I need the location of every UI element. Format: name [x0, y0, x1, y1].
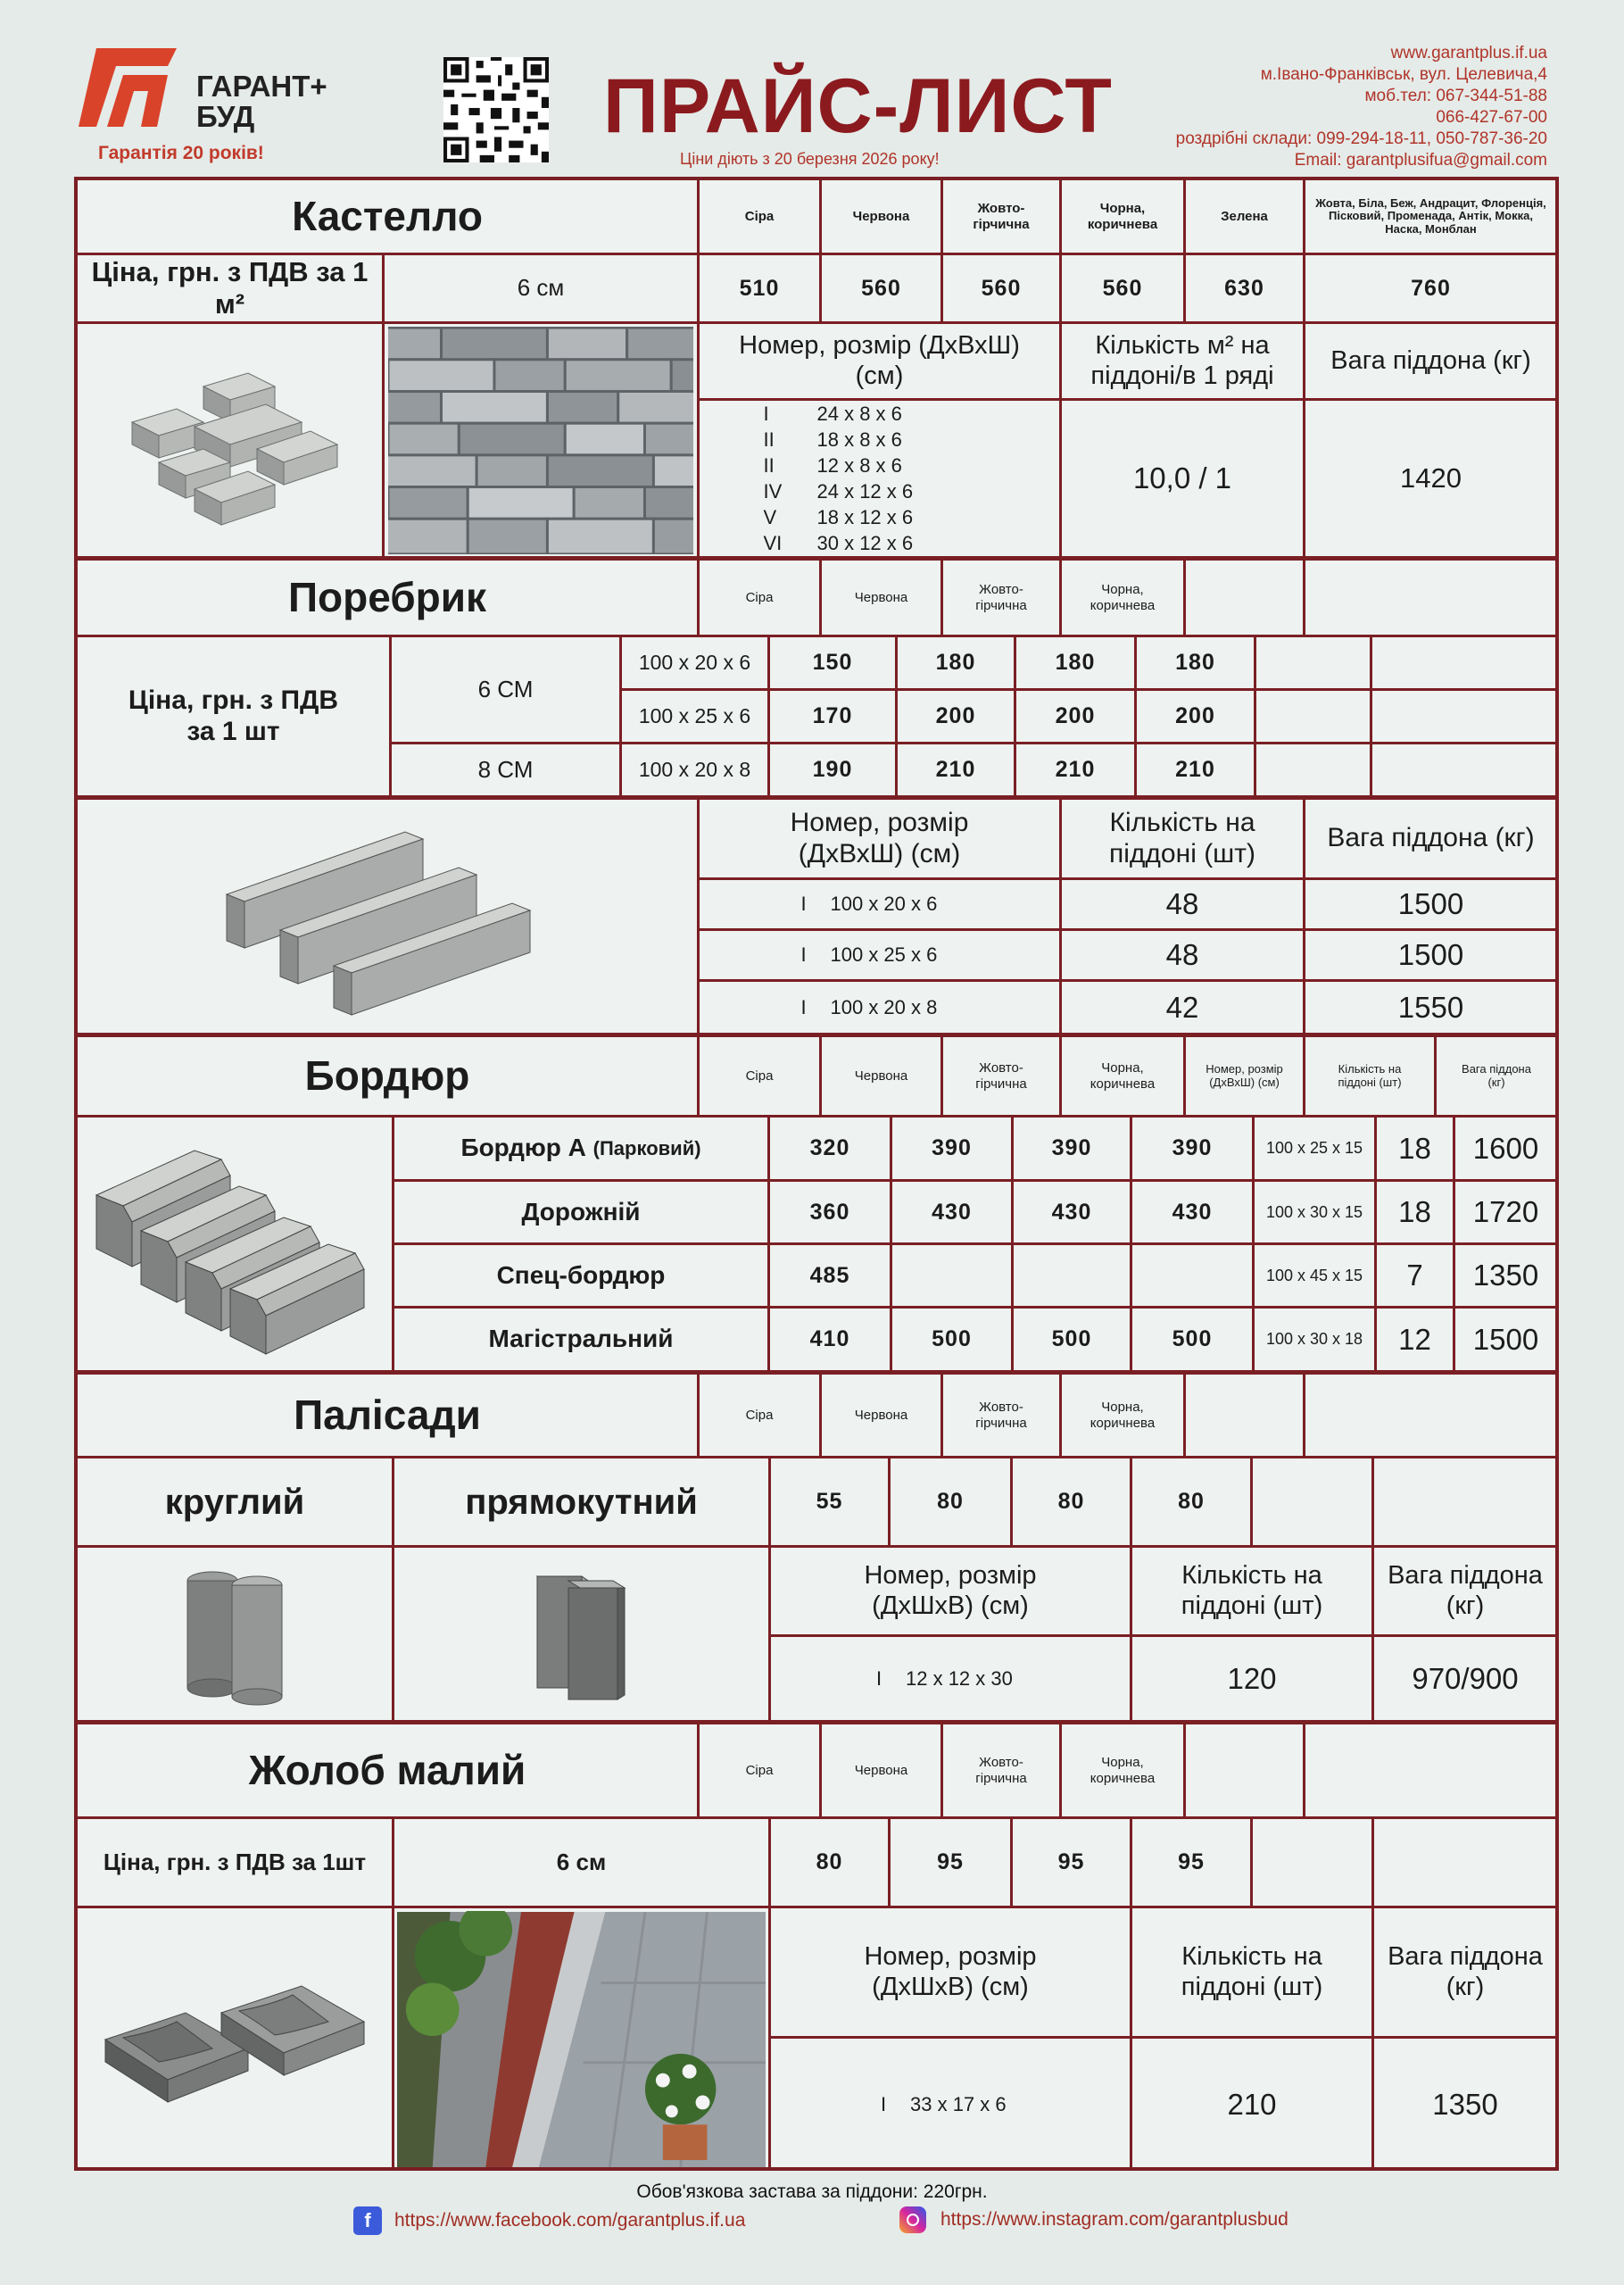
border-size: 100 x 25 x 15: [1255, 1118, 1377, 1182]
curb-color-grey: Сіра: [700, 561, 822, 637]
palisade-color-grey: Сіра: [700, 1375, 822, 1458]
border-price: 390: [1132, 1118, 1255, 1182]
castello-color-other: Жовта, Біла, Беж, Андрацит, Флоренція, Пісковий, Променада, Антік, Мокка, Наска, Монблан: [1305, 180, 1559, 255]
palisade-rect-label: прямокутний: [394, 1458, 771, 1548]
brand-line1: ГАРАНТ+: [196, 70, 327, 103]
gutter-empty-cell: [1374, 1819, 1559, 1908]
curb-price: 180: [898, 637, 1016, 691]
palisade-qty-header: Кількість на піддоні (шт): [1132, 1548, 1374, 1637]
castello-size-row: I 24 x 8 x 6: [763, 403, 902, 425]
palisade-title: Палісади: [78, 1375, 700, 1458]
gutter-title: Жолоб малий: [78, 1724, 700, 1819]
castello-qty-header: Кількість м² на піддоні/в 1 ряді: [1062, 324, 1305, 401]
curb-weight-header: Вага піддона (кг): [1305, 800, 1559, 880]
gutter-price: 95: [1013, 1819, 1132, 1908]
gutter-price: 95: [891, 1819, 1013, 1908]
border-row-name: Бордюр А (Парковий): [394, 1118, 770, 1182]
curb-spec-size: I 100 x 25 x 6: [700, 931, 1062, 982]
curb-price: 210: [1137, 744, 1256, 798]
palisade-spec-qty: 120: [1132, 1637, 1374, 1723]
contact-website[interactable]: www.garantplus.if.ua: [1390, 44, 1547, 62]
palisade-spec-weight: 970/900: [1374, 1637, 1559, 1723]
castello-title: Кастелло: [78, 180, 700, 255]
contact-phone-2[interactable]: 066-427-67-00: [1436, 108, 1547, 127]
contact-email[interactable]: Email: garantplusifua@gmail.com: [1294, 151, 1547, 170]
palisade-round-label: круглий: [78, 1458, 394, 1548]
border-price: 390: [1014, 1118, 1132, 1182]
castello-size-row: II 12 x 8 x 6: [763, 454, 902, 477]
border-row-name: Спец-бордюр: [394, 1245, 770, 1309]
curb-color-red: Червона: [822, 561, 943, 637]
validity-text: Ціни діють з 20 березня 2026 року!: [680, 150, 940, 168]
gutter-product-image: [78, 1908, 394, 2171]
gutter-empty-cell: [1253, 1819, 1374, 1908]
garden-photo-icon: [397, 1911, 766, 2168]
gutter-qty-header: Кількість на піддоні (шт): [1132, 1908, 1374, 2039]
instagram-url[interactable]: https://www.instagram.com/garantplusbud: [940, 2209, 1288, 2230]
castello-price-green: 630: [1186, 255, 1305, 324]
castello-size-row: VI 30 x 12 x 6: [763, 532, 914, 554]
palisade-price: 55: [771, 1458, 891, 1548]
palisade-color-black: Чорна, коричнева: [1062, 1375, 1186, 1458]
palisade-empty-cell: [1374, 1458, 1559, 1548]
castello-price-red: 560: [822, 255, 943, 324]
curb-thick-8: 8 СМ: [392, 744, 622, 798]
border-price: 390: [892, 1118, 1014, 1182]
gutter-spec-qty: 210: [1132, 2039, 1374, 2171]
gutter-stones-icon: [87, 1959, 382, 2120]
palisade-empty-cell: [1186, 1375, 1305, 1458]
castello-size-row: II 18 x 8 x 6: [763, 428, 902, 451]
facebook-link[interactable]: [353, 2206, 745, 2235]
border-row-name: Магістральний: [394, 1309, 770, 1373]
rect-palisade-icon: [519, 1563, 644, 1706]
gutter-spec-weight: 1350: [1374, 2039, 1559, 2171]
castello-size-row: V 18 x 12 x 6: [763, 506, 914, 528]
curb-price-label: Ціна, грн. з ПДВ за 1 шт: [78, 637, 392, 798]
border-price: 500: [1014, 1309, 1132, 1373]
contacts-block: [1176, 43, 1547, 171]
curb-color-yellow: Жовто-гірчична: [943, 561, 1062, 637]
curb-empty-cell: [1372, 691, 1559, 744]
curb-empty-cell: [1256, 691, 1372, 744]
border-title: Бордюр: [78, 1037, 700, 1118]
castello-weight-header: Вага піддона (кг): [1305, 324, 1559, 401]
border-price: [892, 1245, 1014, 1309]
gutter-size-header: Номер, розмір (ДхШхВ) (см): [771, 1908, 1132, 2039]
castello-price-label: Ціна, грн. з ПДВ за 1 м²: [78, 255, 385, 324]
curb-title: Поребрик: [78, 561, 700, 637]
page-title: ПРАЙС-ЛИСТ: [603, 63, 1113, 149]
palisade-price: 80: [1132, 1458, 1253, 1548]
curb-size-header: Номер, розмір (ДхВхШ) (см): [700, 800, 1062, 880]
palisade-empty-cell: [1253, 1458, 1374, 1548]
facebook-icon: f: [353, 2206, 382, 2235]
deposit-note: Обов'язкова застава за піддони: 220грн.: [636, 2181, 988, 2202]
border-qty-header: Кількість на піддоні (шт): [1305, 1037, 1437, 1118]
border-color-yellow: Жовто-гірчична: [943, 1037, 1062, 1118]
castello-price-grey: 510: [700, 255, 822, 324]
border-stones-icon: [87, 1133, 382, 1356]
palisade-size-header: Номер, розмір (ДхШхВ) (см): [771, 1548, 1132, 1637]
curb-color-black: Чорна, коричнева: [1062, 561, 1186, 637]
curb-thick-6: 6 СМ: [392, 637, 622, 744]
castello-weight-value: 1420: [1305, 401, 1559, 559]
qr-code-icon: [443, 57, 549, 162]
gutter-color-yellow: Жовто-гірчична: [943, 1724, 1062, 1819]
curb-empty-cell: [1372, 744, 1559, 798]
gutter-thickness: 6 см: [394, 1819, 771, 1908]
border-price: 485: [770, 1245, 892, 1309]
border-price: 430: [1132, 1182, 1255, 1245]
guarantee-text: Гарантія 20 років!: [98, 143, 264, 163]
gutter-empty-cell: [1186, 1724, 1305, 1819]
curb-stones-icon: [209, 814, 566, 1019]
logo-mark-icon: [79, 48, 177, 127]
price-table: [74, 177, 1559, 2171]
palisade-round-image: [78, 1548, 394, 1723]
border-size: 100 x 30 x 15: [1255, 1182, 1377, 1245]
border-qty: 12: [1377, 1309, 1455, 1373]
border-row-name: Дорожній: [394, 1182, 770, 1245]
gutter-weight-header: Вага піддона (кг): [1374, 1908, 1559, 2039]
border-weight: 1350: [1455, 1245, 1559, 1309]
qr-code[interactable]: [443, 57, 549, 162]
border-weight: 1500: [1455, 1309, 1559, 1373]
instagram-icon: [899, 2206, 926, 2233]
curb-price: 210: [898, 744, 1016, 798]
castello-product-image: [78, 324, 385, 559]
palisade-price: 80: [1013, 1458, 1132, 1548]
curb-price: 200: [1137, 691, 1256, 744]
gutter-price-label: Ціна, грн. з ПДВ за 1шт: [78, 1819, 394, 1908]
curb-product-image: [78, 800, 700, 1035]
castello-color-green: Зелена: [1186, 180, 1305, 255]
border-price: 410: [770, 1309, 892, 1373]
contact-address: м.Івано-Франківськ, вул. Целевича,4: [1260, 65, 1547, 84]
curb-empty-cell: [1256, 744, 1372, 798]
palisade-empty-cell: [1305, 1375, 1559, 1458]
gutter-price: 80: [771, 1819, 891, 1908]
brand-name: [196, 71, 327, 132]
curb-price: 200: [1016, 691, 1137, 744]
border-color-black: Чорна, коричнева: [1062, 1037, 1186, 1118]
curb-empty-cell: [1372, 637, 1559, 691]
castello-qty-value: 10,0 / 1: [1062, 401, 1305, 559]
curb-size-3: 100 x 20 x 8: [622, 744, 770, 798]
curb-size-1: 100 x 20 x 6: [622, 637, 770, 691]
castello-thickness: 6 см: [385, 255, 700, 324]
border-qty: 18: [1377, 1182, 1455, 1245]
gutter-color-black: Чорна, коричнева: [1062, 1724, 1186, 1819]
curb-spec-weight: 1500: [1305, 880, 1559, 931]
castello-color-yellow: Жовто-гірчична: [943, 180, 1062, 255]
border-qty: 18: [1377, 1118, 1455, 1182]
border-size-header: Номер, розмір (ДхВхШ) (см): [1186, 1037, 1305, 1118]
castello-sizes-list: [700, 401, 1062, 559]
castello-price-yellow: 560: [943, 255, 1062, 324]
border-price: 500: [1132, 1309, 1255, 1373]
curb-spec-size: I 100 x 20 x 8: [700, 982, 1062, 1035]
gutter-spec-size: I 33 x 17 x 6: [771, 2039, 1132, 2171]
contact-phone-1[interactable]: моб.тел: 067-344-51-88: [1364, 87, 1547, 105]
castello-size-row: IV 24 x 12 x 6: [763, 480, 914, 503]
border-weight: 1720: [1455, 1182, 1559, 1245]
palisade-price: 80: [891, 1458, 1013, 1548]
curb-empty-cell: [1256, 637, 1372, 691]
palisade-color-yellow: Жовто-гірчична: [943, 1375, 1062, 1458]
border-price: 430: [1014, 1182, 1132, 1245]
border-price: 500: [892, 1309, 1014, 1373]
curb-price: 190: [770, 744, 898, 798]
castello-color-red: Червона: [822, 180, 943, 255]
curb-spec-qty: 42: [1062, 982, 1305, 1035]
curb-price: 210: [1016, 744, 1137, 798]
curb-spec-qty: 48: [1062, 880, 1305, 931]
curb-qty-header: Кількість на піддоні (шт): [1062, 800, 1305, 880]
gutter-installed-photo: [394, 1908, 771, 2171]
border-qty: 7: [1377, 1245, 1455, 1309]
curb-price: 200: [898, 691, 1016, 744]
gutter-color-red: Червона: [822, 1724, 943, 1819]
curb-spec-weight: 1500: [1305, 931, 1559, 982]
border-price: [1014, 1245, 1132, 1309]
round-palisade-icon: [172, 1563, 297, 1706]
curb-spec-weight: 1550: [1305, 982, 1559, 1035]
border-color-red: Червона: [822, 1037, 943, 1118]
castello-color-black: Чорна, коричнева: [1062, 180, 1186, 255]
border-product-image: [78, 1118, 394, 1373]
gutter-empty-cell: [1305, 1724, 1559, 1819]
castello-price-black: 560: [1062, 255, 1186, 324]
logo: [79, 48, 177, 127]
border-weight-header: Вага піддона (кг): [1437, 1037, 1559, 1118]
border-size: 100 x 45 x 15: [1255, 1245, 1377, 1309]
curb-spec-qty: 48: [1062, 931, 1305, 982]
palisade-color-red: Червона: [822, 1375, 943, 1458]
curb-price: 170: [770, 691, 898, 744]
castello-price-other: 760: [1305, 255, 1559, 324]
pavement-photo-icon: [388, 327, 693, 554]
castello-size-header: Номер, розмір (ДхВхШ) (см): [700, 324, 1062, 401]
paving-stones-icon: [96, 351, 364, 529]
border-color-grey: Сіра: [700, 1037, 822, 1118]
castello-color-grey: Сіра: [700, 180, 822, 255]
border-size: 100 x 30 x 18: [1255, 1309, 1377, 1373]
instagram-link[interactable]: [899, 2206, 1288, 2233]
contact-stores: роздрібні склади: 099-294-18-11, 050-787-36-20: [1175, 129, 1547, 148]
border-price: 320: [770, 1118, 892, 1182]
facebook-url[interactable]: https://www.facebook.com/garantplus.if.ua: [394, 2210, 746, 2231]
curb-price: 180: [1016, 637, 1137, 691]
curb-spec-size: I 100 x 20 x 6: [700, 880, 1062, 931]
gutter-price: 95: [1132, 1819, 1253, 1908]
border-price: 430: [892, 1182, 1014, 1245]
curb-price: 150: [770, 637, 898, 691]
brand-line2: БУД: [196, 100, 255, 133]
curb-price: 180: [1137, 637, 1256, 691]
curb-empty-cell: [1305, 561, 1559, 637]
castello-pavement-photo: [385, 324, 700, 559]
palisade-weight-header: Вага піддона (кг): [1374, 1548, 1559, 1637]
border-weight: 1600: [1455, 1118, 1559, 1182]
border-price: 360: [770, 1182, 892, 1245]
curb-empty-cell: [1186, 561, 1305, 637]
border-price: [1132, 1245, 1255, 1309]
gutter-color-grey: Сіра: [700, 1724, 822, 1819]
palisade-rect-image: [394, 1548, 771, 1723]
curb-size-2: 100 x 25 x 6: [622, 691, 770, 744]
palisade-spec-size: I 12 x 12 x 30: [771, 1637, 1132, 1723]
